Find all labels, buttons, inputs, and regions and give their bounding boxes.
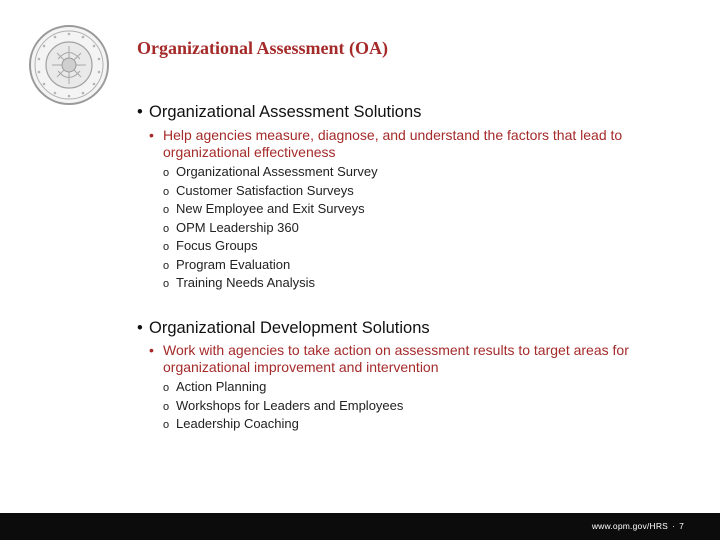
- list-item: [163, 378, 403, 397]
- circle-bullet-icon: o: [163, 185, 170, 198]
- opm-seal-icon: [28, 24, 110, 106]
- circle-bullet-icon: o: [163, 419, 170, 431]
- circle-bullet-icon: o: [163, 259, 170, 272]
- list-item: [163, 219, 378, 238]
- circle-bullet-icon: o: [163, 204, 170, 216]
- section-heading-text: Organizational Assessment Solutions: [149, 103, 422, 121]
- list-item: [163, 274, 378, 293]
- list-item: [163, 256, 378, 275]
- section-heading-assessment: [137, 103, 421, 122]
- list-item: [163, 182, 378, 201]
- bullet-icon: •: [149, 127, 154, 143]
- footer-text: [592, 521, 684, 531]
- list-item: [163, 397, 403, 416]
- list-item-text: Focus Groups: [176, 238, 258, 253]
- list-item-text: OPM Leadership 360: [176, 219, 299, 235]
- footer-separator: ·: [672, 521, 676, 531]
- section-heading-development: [137, 319, 430, 338]
- slide-title: Organizational Assessment (OA): [137, 38, 388, 58]
- list-item-text: Training Needs Analysis: [176, 275, 315, 290]
- footer-url[interactable]: www.opm.gov/HRS: [591, 521, 669, 531]
- list-item: [163, 163, 378, 182]
- bullet-icon: •: [137, 319, 143, 337]
- section-subpoint-development: [149, 342, 689, 376]
- bullet-icon: •: [149, 342, 154, 358]
- list-item-text: Customer Satisfaction Surveys: [176, 182, 354, 198]
- list-item-text: Program Evaluation: [176, 256, 291, 272]
- subpoint-text: Work with agencies to take action on assessment results to target areas for organizational improvement and intervention: [163, 342, 629, 375]
- subpoint-text: Help agencies measure, diagnose, and understand the factors that lead to organizational effectiveness: [163, 127, 623, 160]
- list-item-text: Leadership Coaching: [176, 416, 299, 431]
- circle-bullet-icon: o: [163, 278, 170, 290]
- circle-bullet-icon: o: [163, 400, 170, 413]
- circle-bullet-icon: o: [163, 241, 170, 253]
- list-item-text: Workshops for Leaders and Employees: [176, 397, 404, 413]
- section-heading-text: Organizational Development Solutions: [149, 319, 430, 337]
- circle-bullet-icon: o: [163, 222, 170, 235]
- list-item: [163, 200, 378, 219]
- footer-bar: [0, 513, 720, 540]
- circle-bullet-icon: o: [163, 382, 170, 394]
- section-subpoint-assessment: [149, 127, 689, 161]
- list-item-text: New Employee and Exit Surveys: [176, 201, 365, 216]
- bullet-icon: •: [137, 103, 143, 121]
- development-item-list: [163, 378, 403, 434]
- list-item-text: Action Planning: [176, 379, 267, 394]
- assessment-item-list: [163, 163, 378, 293]
- circle-bullet-icon: o: [163, 167, 170, 179]
- page-number: 7: [679, 521, 684, 531]
- list-item-text: Organizational Assessment Survey: [176, 164, 378, 179]
- list-item: [163, 237, 378, 256]
- list-item: [163, 415, 403, 434]
